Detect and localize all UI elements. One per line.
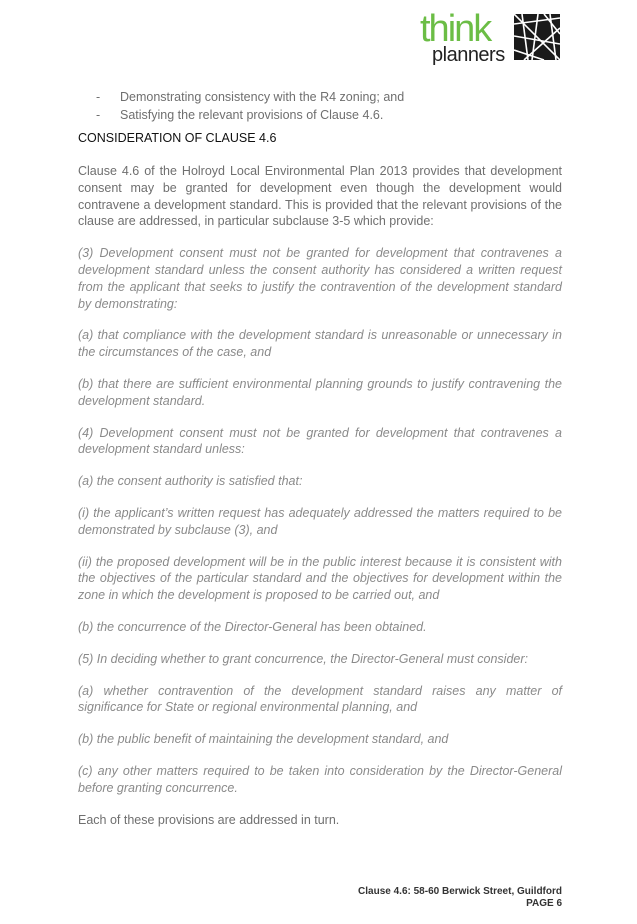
- section-heading: CONSIDERATION OF CLAUSE 4.6: [78, 131, 277, 145]
- quote-paragraph: (5) In deciding whether to grant concurrence, the Director-General must consider:: [78, 651, 528, 666]
- quote-paragraph: (a) whether contravention of the development standard raises any matter of significance for State or regional environmental planning, and: [78, 683, 562, 715]
- bullet-list: [96, 88, 566, 124]
- bullet-dash: -: [96, 90, 101, 104]
- quote-paragraph: (ii) the proposed development will be in the public interest because it is consistent with the objectives of the particular standard and the objectives for development within the zone in which the development is proposed to be carried out, and: [78, 554, 562, 603]
- footer-title: Clause 4.6: 58-60 Berwick Street, Guildford: [358, 886, 562, 897]
- list-item: [96, 88, 566, 106]
- bullet-text: Satisfying the relevant provisions of Clause 4.6.: [120, 108, 384, 122]
- intro-paragraph: Clause 4.6 of the Holroyd Local Environmental Plan 2013 provides that development consent may be granted for development even though the development would contravene a development standard. This is provided that the relevant provisions of the clause are addressed, in particular subclause 3-5 which provide:: [78, 164, 562, 229]
- closing-paragraph: Each of these provisions are addressed in turn.: [78, 812, 340, 827]
- logo-map-icon: [514, 14, 560, 60]
- quote-paragraph: (b) the public benefit of maintaining the development standard, and: [78, 732, 449, 747]
- page-footer: [358, 886, 562, 910]
- list-item: [96, 106, 566, 124]
- logo-word-think: think: [420, 8, 491, 50]
- body-text: [78, 163, 562, 843]
- quote-paragraph: (c) any other matters required to be taken into consideration by the Director-General before granting concurrence.: [78, 763, 562, 795]
- quote-paragraph: (a) the consent authority is satisfied that:: [78, 474, 303, 489]
- quote-paragraph: (3) Development consent must not be granted for development that contravenes a development standard unless the consent authority has considered a written request from the applicant that seeks to justify the contravention of the development standard by demonstrating:: [78, 246, 562, 311]
- logo-word-planners: planners: [432, 44, 505, 66]
- quote-paragraph: (a) that compliance with the development standard is unreasonable or unnecessary in the circumstances of the case, and: [78, 328, 562, 360]
- quote-paragraph: (i) the applicant’s written request has adequately addressed the matters required to be demonstrated by subclause (3), and: [78, 505, 562, 537]
- page-number: PAGE 6: [526, 898, 562, 909]
- think-planners-logo: [418, 10, 564, 66]
- quote-paragraph: (b) that there are sufficient environmental planning grounds to justify contravening the development standard.: [78, 376, 562, 408]
- bullet-text: Demonstrating consistency with the R4 zoning; and: [120, 90, 405, 104]
- quote-paragraph: (b) the concurrence of the Director-General has been obtained.: [78, 619, 427, 634]
- bullet-dash: -: [96, 108, 101, 122]
- quote-paragraph: (4) Development consent must not be granted for development that contravenes a development standard unless:: [78, 425, 562, 457]
